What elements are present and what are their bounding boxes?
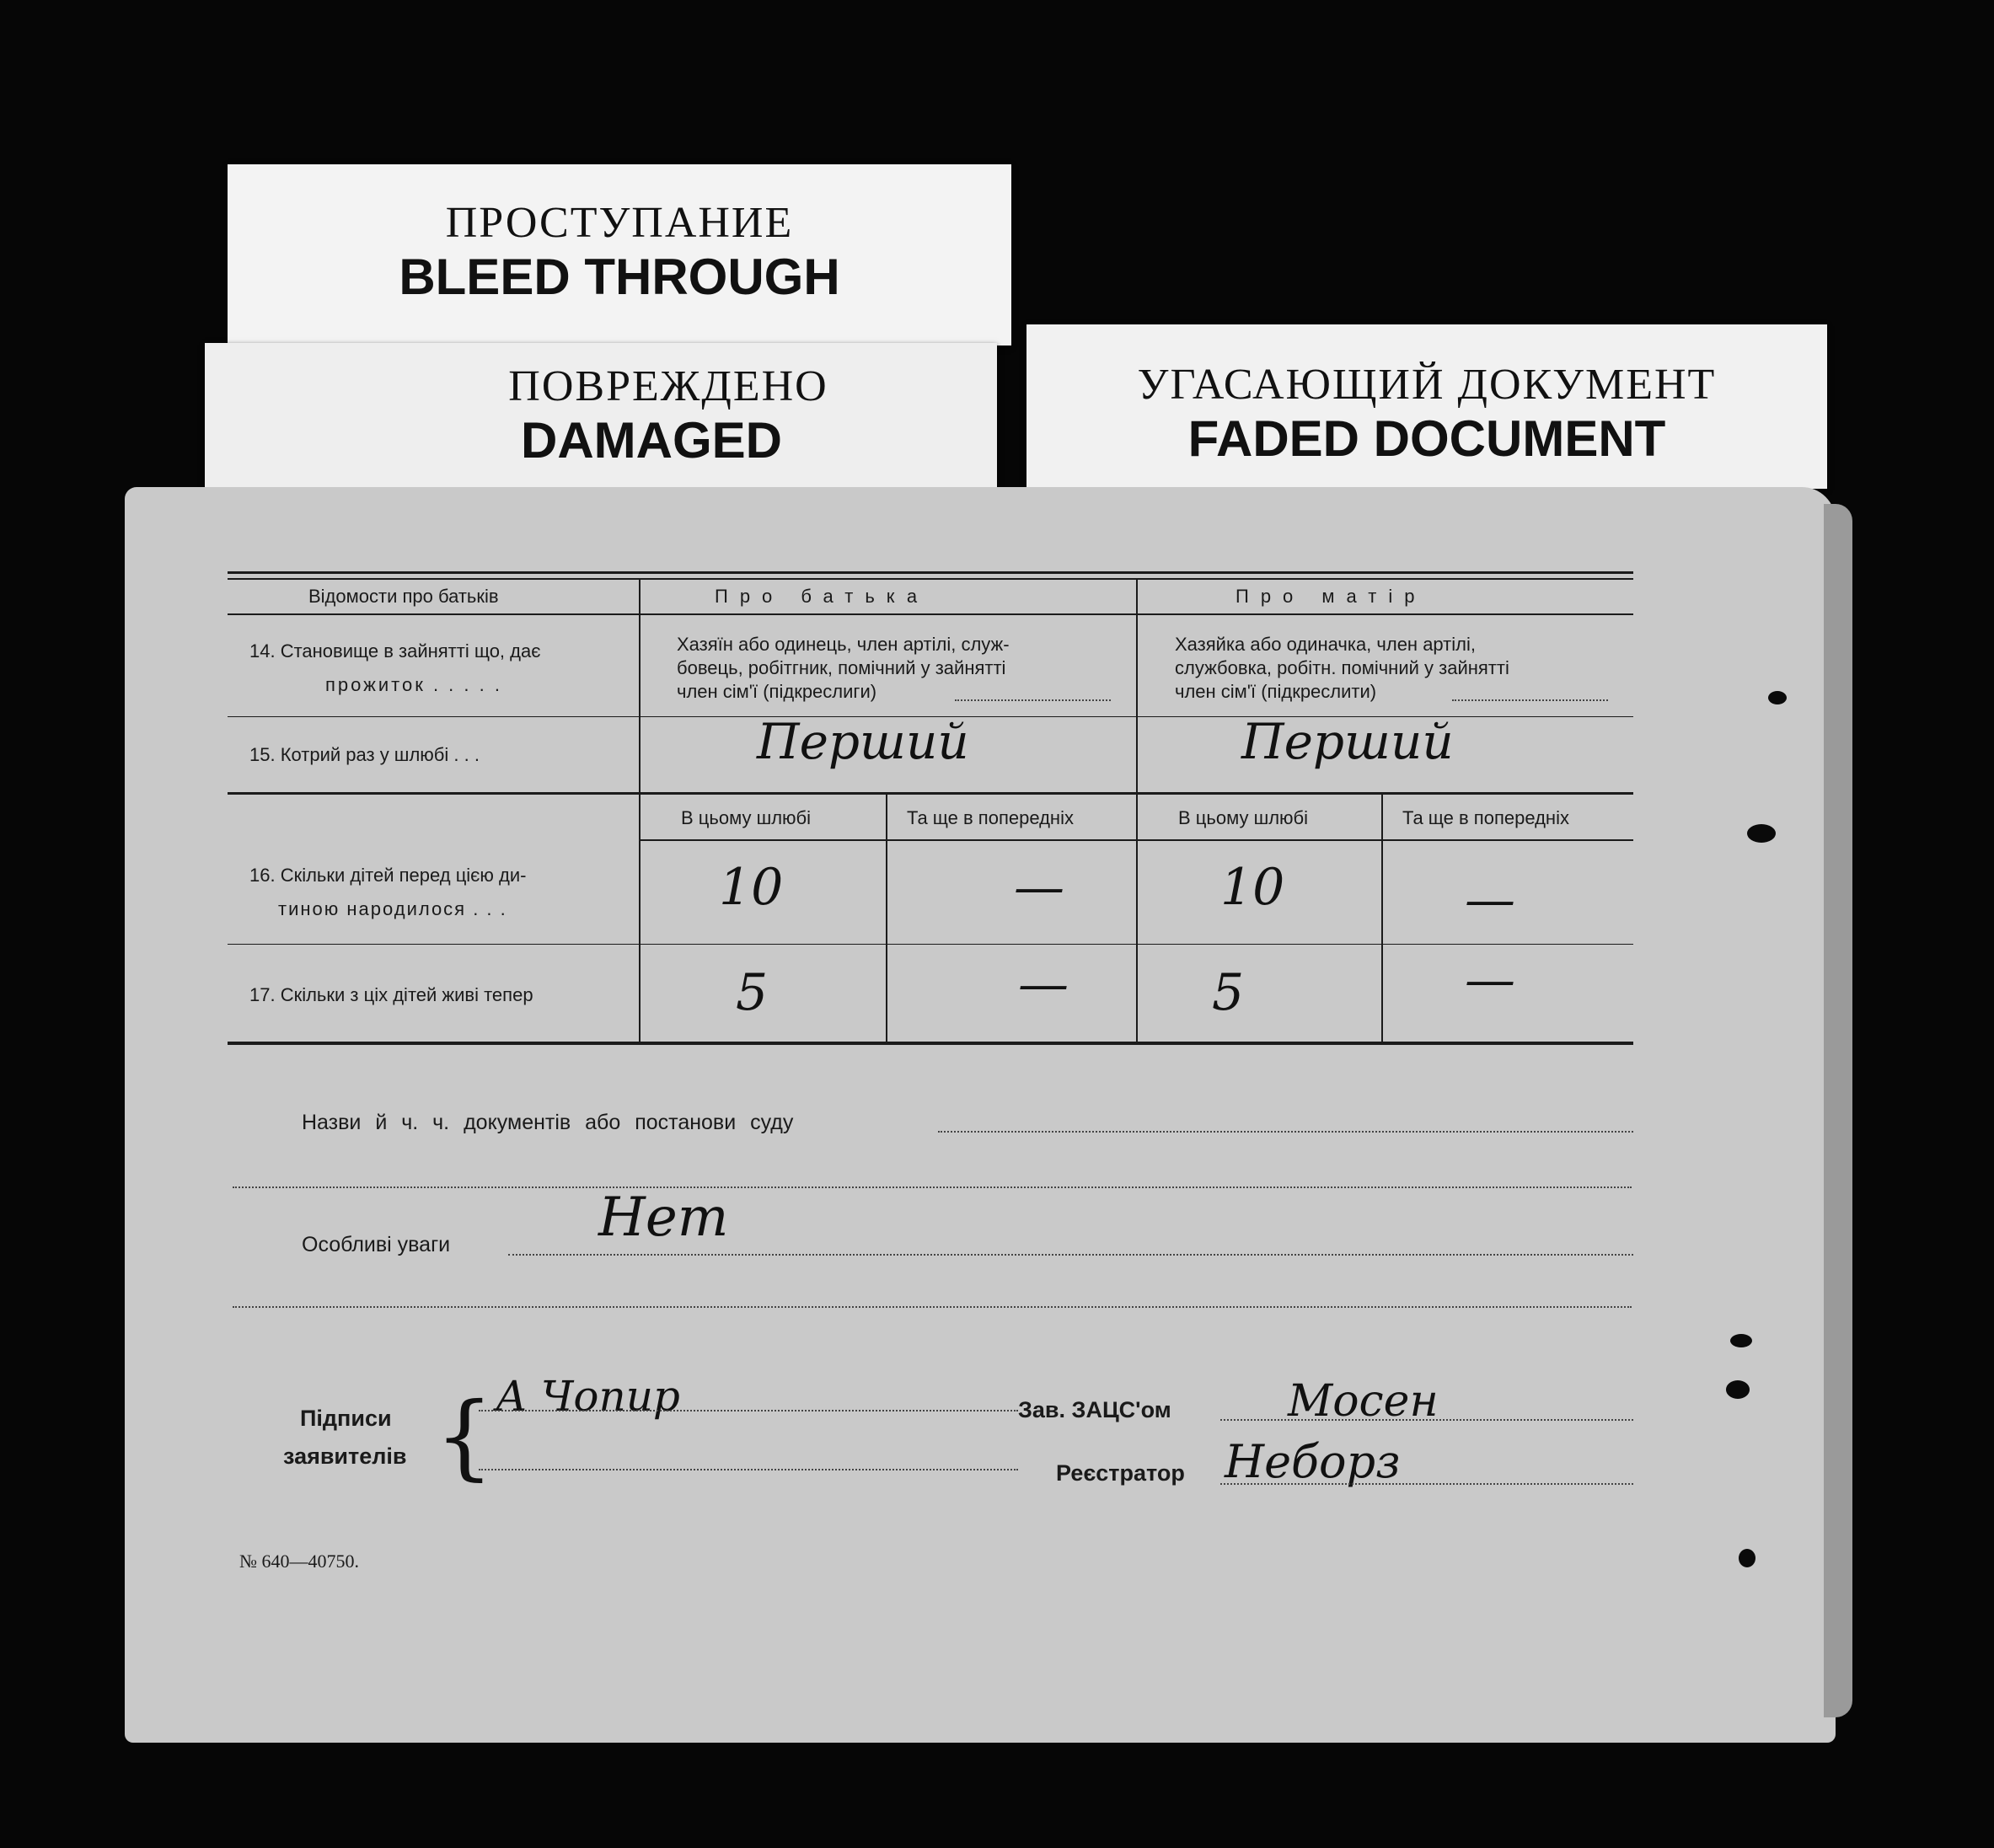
row16-rule [228,944,1633,945]
subheader-mother-previous: Та ще в попередніх [1402,807,1569,828]
remarks-line-2 [233,1306,1632,1308]
head-of-registry-signature: Мосен [1288,1376,1439,1427]
row14-father-2: бовець, робітгник, помічний у зайнятті [677,657,1006,678]
row15-rule [228,792,1633,795]
row14-mother-3: член сім'ї (підкреслити) [1175,681,1377,702]
subheader-mother-this-marriage: В цьому шлюбі [1178,807,1309,828]
document-sheet [125,487,1836,1743]
bleed-through-label-ru: ПРОСТУПАНИЕ [445,199,794,247]
row16-father-this: 10 [719,858,784,917]
form-number: № 640—40750. [239,1551,359,1572]
bleed-through-label [228,164,1011,345]
header-mother: Про матір [1236,586,1427,607]
signature-line-1 [479,1410,1018,1411]
table-top-rule [228,571,1633,574]
registrar-signature: Неборз [1225,1435,1401,1488]
row14-father-dots [955,699,1111,701]
row14-mother-1: Хазяйка або одиначка, член артілі, [1175,634,1476,655]
binding-hole [1768,691,1787,704]
subheader-father-previous: Та ще в попередніх [907,807,1074,828]
header-father: Про батька [715,586,930,607]
registrar-line [1220,1483,1633,1485]
row16-label-2: тиною народилося . . . [278,898,507,919]
row17-label: 17. Скільки з ціх дітей живі тепер [249,984,533,1005]
header-parents-info: Відомости про батьків [308,586,499,607]
signature-line-2 [479,1469,1018,1470]
faded-document-label-en: FADED DOCUMENT [1187,410,1666,467]
documents-label: Назви й ч. ч. документів або постанови суду [302,1111,794,1134]
binding-hole [1747,824,1776,843]
col-rule-2 [1136,580,1138,1042]
row15-mother-handwriting: Перший [1241,713,1454,770]
row17-mother-previous: — [1465,951,1515,1010]
row16-mother-this: 10 [1220,858,1285,917]
registrar-label: Реєстратор [1056,1460,1185,1486]
row15-father-handwriting: Перший [757,713,969,770]
row14-mother-dots [1452,699,1608,701]
signatures-label-1: Підписи [300,1406,392,1431]
damaged-label-en: DAMAGED [521,412,782,469]
binding-hole [1739,1549,1755,1567]
documents-line-1 [938,1131,1633,1133]
applicant-signature: А Чопир [496,1372,680,1421]
row17-father-this: 5 [736,963,769,1022]
head-of-registry-label: Зав. ЗАЦС'ом [1018,1397,1171,1422]
binding-hole [1726,1380,1750,1399]
remarks-line-1 [508,1254,1633,1256]
col-rule-3 [886,792,887,1042]
remarks-handwriting: Нет [598,1186,729,1249]
row17-mother-this: 5 [1212,963,1245,1022]
row17-father-previous: — [1018,955,1069,1014]
head-line [1220,1419,1633,1421]
sheet-edge [1824,504,1852,1717]
faded-document-label-ru: УГАСАЮЩИЙ ДОКУМЕНТ [1137,361,1717,409]
table-top-rule-2 [228,578,1633,580]
row16-label-1: 16. Скільки дітей перед цією ди- [249,865,527,886]
remarks-label: Особливі уваги [302,1233,451,1256]
row16-father-previous: — [1014,858,1064,917]
row14-mother-2: службовка, робітн. помічний у зайнятті [1175,657,1509,678]
row16-mother-previous: — [1465,870,1515,929]
row15-label: 15. Котрий раз у шлюбі . . . [249,744,480,765]
damaged-label-ru: ПОВРЕЖДЕНО [508,362,828,410]
bleed-through-label-en: BLEED THROUGH [399,249,840,305]
signatures-label-2: заявителів [283,1444,407,1469]
row14-father-3: член сім'ї (підкреслиги) [677,681,877,702]
row14-father-1: Хазяїн або одинець, член артілі, служ- [677,634,1010,655]
row14-label-1: 14. Становище в зайнятті що, дає [249,640,541,662]
row14-label-2: прожиток . . . . . [325,674,502,695]
damaged-label [205,343,997,490]
faded-document-label [1026,324,1827,489]
col-rule-1 [639,580,641,1042]
header-rule [228,613,1633,615]
table-bottom-rule [228,1042,1633,1045]
documents-line-2 [233,1186,1632,1188]
subheader-father-this-marriage: В цьому шлюбі [681,807,812,828]
binding-hole [1730,1334,1752,1347]
signatures-brace: { [435,1382,494,1490]
col-rule-4 [1381,792,1383,1042]
